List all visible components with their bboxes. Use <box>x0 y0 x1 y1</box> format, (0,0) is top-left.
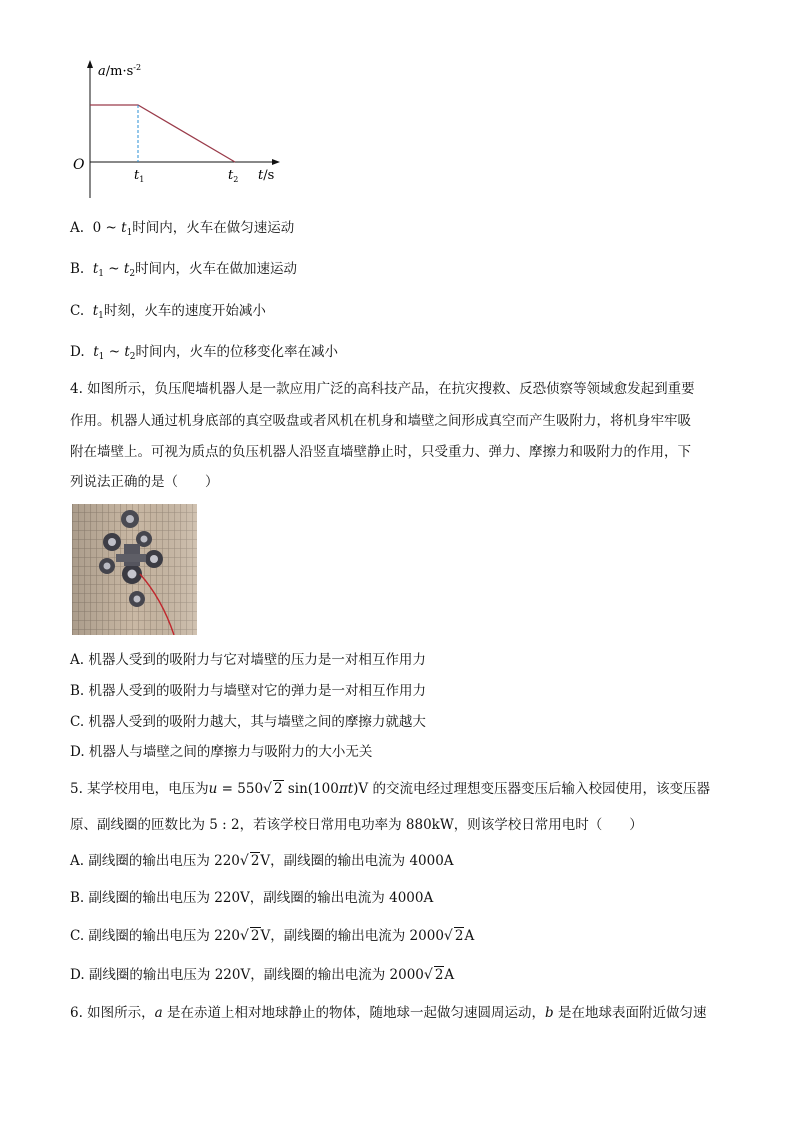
q3-option-d[interactable]: D. $t_1$ ~ $t_2$时间内，火车的位移变化率在减小 <box>70 344 338 362</box>
x-axis-label: t/s <box>258 168 275 183</box>
wall-climbing-robot-photo <box>72 504 197 635</box>
q6-stem-line-1: 6. 如图所示，a 是在赤道上相对地球静止的物体，随地球一起做匀速圆周运动，b 是在地球表面附近做匀速 <box>70 1005 707 1021</box>
q3-option-c[interactable]: C. $t_1$时刻，火车的速度开始减小 <box>70 303 266 321</box>
sqrt-sign-icon: √ <box>263 781 272 797</box>
acceleration-time-graph <box>68 58 288 198</box>
q5-option-d[interactable]: D. 副线圈的输出电压为 220V，副线圈的输出电流为 2000√ 2A <box>70 967 455 983</box>
sqrt-sign-icon: √ <box>423 967 433 983</box>
q4-stem-line-4: 列说法正确的是（ ） <box>70 474 219 490</box>
q4-stem-line-3: 附在墙壁上。可视为质点的负压机器人沿竖直墙壁静止时，只受重力、弹力、摩擦力和吸附力的作用，下 <box>70 444 691 460</box>
q4-option-b[interactable]: B. 机器人受到的吸附力与墙壁对它的弹力是一对相互作用力 <box>70 683 427 699</box>
q4-stem-line-2: 作用。机器人通过机身底部的真空吸盘或者风机在机身和墙壁之间形成真空而产生吸附力，将机身牢牢吸 <box>70 413 691 429</box>
t2-tick-label: $t_2$ <box>228 168 239 184</box>
origin-label: O <box>73 157 85 173</box>
graph-axes <box>87 60 280 198</box>
y-axis-label: $a/m\cdot s^{-2}$ <box>98 63 142 79</box>
sqrt-sign-icon: √ <box>240 928 249 944</box>
q5-option-a[interactable]: A. 副线圈的输出电压为 220√ 2V，副线圈的输出电流为 4000A <box>70 853 454 869</box>
q4-option-c[interactable]: C. 机器人受到的吸附力越大，其与墙壁之间的摩擦力就越大 <box>70 714 426 730</box>
acceleration-curve <box>90 105 235 162</box>
q5-stem-line-2: 原、副线圈的匝数比为 5 : 2，若该学校日常用电功率为 880kW，则该学校日常用电时（ ） <box>70 817 643 833</box>
q5-stem-line-1: 5. 某学校用电，电压为u = 550√ 2 sin(100πt)V 的交流电经过理想变压器变压后输入校园使用，该变压器 <box>70 781 710 797</box>
q3-option-a[interactable]: A. 0 ~ $t_1$时间内，火车在做匀速运动 <box>70 220 295 238</box>
q4-stem-line-1: 4. 如图所示，负压爬墙机器人是一款应用广泛的高科技产品，在抗灾搜救、反恐侦察等领域愈发起到重要 <box>70 381 695 397</box>
t1-tick-label: $t_1$ <box>134 168 145 184</box>
q3-option-b[interactable]: B. $t_1$ ~ $t_2$时间内，火车在做加速运动 <box>70 261 298 279</box>
q5-option-b[interactable]: B. 副线圈的输出电压为 220V，副线圈的输出电流为 4000A <box>70 890 434 906</box>
q4-option-d[interactable]: D. 机器人与墙壁之间的摩擦力与吸附力的大小无关 <box>70 744 373 760</box>
sqrt-sign-icon: √ <box>443 928 453 944</box>
q5-option-c[interactable]: C. 副线圈的输出电压为 220√ 2V，副线圈的输出电流为 2000√ 2A <box>70 928 475 944</box>
q4-option-a[interactable]: A. 机器人受到的吸附力与它对墙壁的压力是一对相互作用力 <box>70 652 426 668</box>
sqrt-sign-icon: √ <box>239 853 249 869</box>
